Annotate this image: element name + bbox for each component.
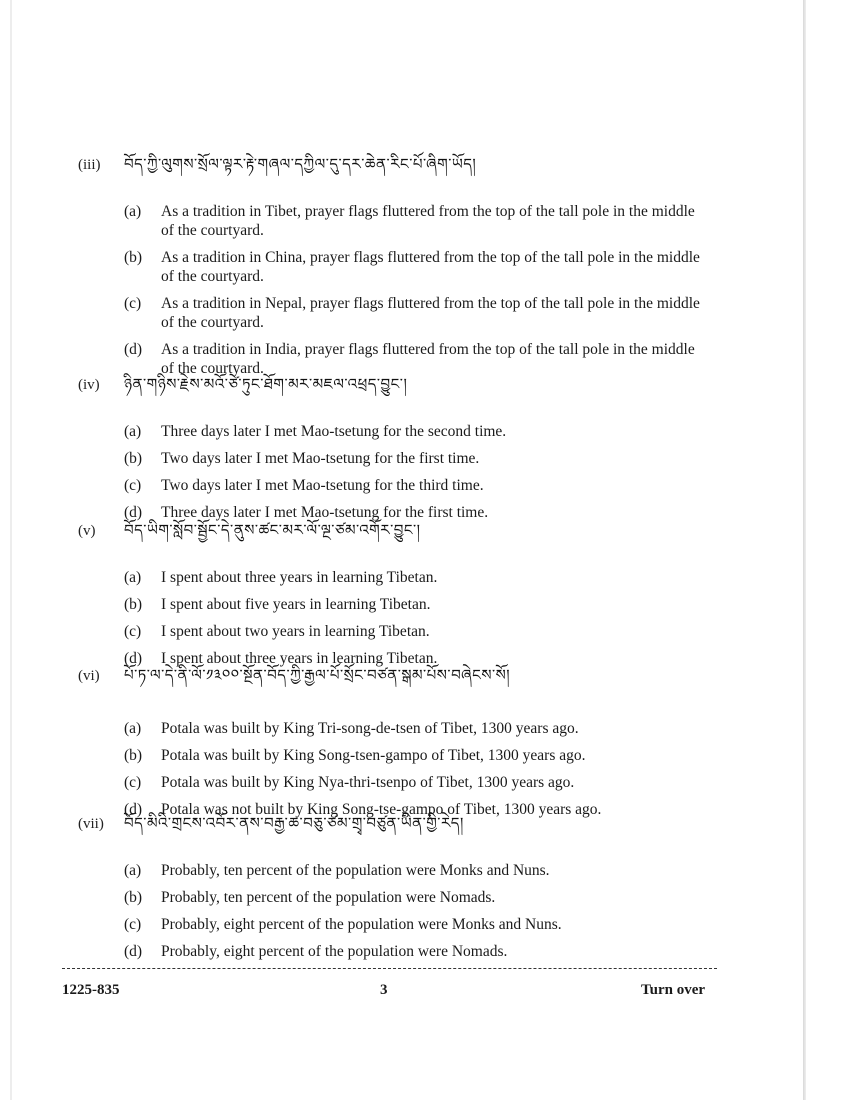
option-b xyxy=(124,595,738,614)
question-number: (v) xyxy=(78,523,96,539)
option-letter: (a) xyxy=(124,720,142,737)
option-text: Potala was not built by King Song-tse-gampo of Tibet, 1300 years ago. xyxy=(161,801,602,818)
option-letter: (c) xyxy=(124,774,142,791)
option-a xyxy=(124,861,738,880)
question-v xyxy=(78,514,738,668)
option-text: As a tradition in Nepal, prayer flags fluttered from the top of the tall pole in the middle of the courtyard. xyxy=(161,295,700,331)
option-letter: (a) xyxy=(124,423,142,440)
option-letter: (d) xyxy=(124,341,143,358)
paper-code: 1225-835 xyxy=(62,982,120,998)
option-letter: (b) xyxy=(124,249,143,266)
option-text: Potala was built by King Tri-song-de-tsen of Tibet, 1300 years ago. xyxy=(161,720,579,737)
option-c xyxy=(124,915,738,934)
option-letter: (a) xyxy=(124,569,142,586)
question-header xyxy=(78,659,738,701)
question-number: (vi) xyxy=(78,668,100,684)
option-c xyxy=(124,294,738,332)
option-b xyxy=(124,248,738,286)
option-text: Potala was built by King Nya-thri-tsenpo of Tibet, 1300 years ago. xyxy=(161,774,575,791)
question-tibetan-text: བོད་ཡིག་སློབ་སྦྱོང་དེ་ནུས་ཚང་མར་ལོ་ལྔ་ཙམ་འགོར་བྱུང་། xyxy=(124,521,421,539)
option-text: As a tradition in India, prayer flags fluttered from the top of the tall pole in the middle of the courtyard. xyxy=(161,341,695,377)
option-letter: (d) xyxy=(124,943,143,960)
option-b xyxy=(124,449,738,468)
option-c xyxy=(124,773,738,792)
option-a xyxy=(124,568,738,587)
option-letter: (c) xyxy=(124,916,142,933)
option-letter: (c) xyxy=(124,623,142,640)
option-text: I spent about three years in learning Tibetan. xyxy=(161,569,438,586)
option-b xyxy=(124,888,738,907)
option-letter: (c) xyxy=(124,477,142,494)
question-number: (vii) xyxy=(78,816,104,832)
option-b xyxy=(124,746,738,765)
question-vii xyxy=(78,807,738,961)
option-text: As a tradition in China, prayer flags fluttered from the top of the tall pole in the middle of the courtyard. xyxy=(161,249,700,285)
question-iii xyxy=(78,148,738,378)
option-a xyxy=(124,202,738,240)
option-letter: (b) xyxy=(124,450,143,467)
option-text: Three days later I met Mao-tsetung for the second time. xyxy=(161,423,507,440)
option-letter: (b) xyxy=(124,596,143,613)
option-text: Probably, ten percent of the population were Nomads. xyxy=(161,889,496,906)
option-d xyxy=(124,942,738,961)
option-text: As a tradition in Tibet, prayer flags fluttered from the top of the tall pole in the middle of the courtyard. xyxy=(161,203,695,239)
option-letter: (d) xyxy=(124,504,143,521)
option-letter: (d) xyxy=(124,650,143,667)
footer-divider xyxy=(62,968,717,969)
question-iv xyxy=(78,368,738,522)
option-text: Two days later I met Mao-tsetung for the third time. xyxy=(161,477,484,494)
option-letter: (c) xyxy=(124,295,142,312)
option-letter: (a) xyxy=(124,862,142,879)
option-letter: (b) xyxy=(124,747,143,764)
question-tibetan-text: པོ་ཏ་ལ་དེ་ནི་ལོ་༡༣༠༠་སྔོན་བོད་ཀྱི་རྒྱལ་པོ་སྲོང་བཙན་སྒམ་པོས་བཞེངས་སོ། xyxy=(124,666,511,684)
option-letter: (a) xyxy=(124,203,142,220)
option-letter: (d) xyxy=(124,801,143,818)
question-tibetan-text: ཉིན་གཉིས་རྗེས་མའོ་ཙེ་ཏུང་ཐོག་མར་མཇལ་འཕྲད་བྱུང་། xyxy=(124,375,408,393)
question-header xyxy=(78,807,738,849)
question-tibetan-text: བོད་མིའི་གྲངས་འབོར་ནས་བརྒྱ་ཆ་བཅུ་ཙམ་གྲྭ་བཙུན་ཡིན་གྱི་རེད། xyxy=(124,814,464,832)
question-header xyxy=(78,148,738,190)
turn-over-label: Turn over xyxy=(641,982,706,998)
option-text: Probably, eight percent of the population were Monks and Nuns. xyxy=(161,916,562,933)
question-header xyxy=(78,368,738,410)
option-text: I spent about three years in learning Tibetan. xyxy=(161,650,438,667)
question-number: (iv) xyxy=(78,377,100,393)
option-c xyxy=(124,476,738,495)
question-header xyxy=(78,514,738,556)
question-tibetan-text: བོད་ཀྱི་ལུགས་སྲོལ་ལྟར་རྟེ་གཞལ་དཀྱིལ་དུ་དར་ཆེན་རིང་པོ་ཞིག་ཡོད། xyxy=(124,155,477,173)
option-text: I spent about two years in learning Tibetan. xyxy=(161,623,430,640)
option-c xyxy=(124,622,738,641)
option-letter: (b) xyxy=(124,889,143,906)
option-text: Probably, ten percent of the population were Monks and Nuns. xyxy=(161,862,550,879)
page-number: 3 xyxy=(380,982,388,998)
option-text: Potala was built by King Song-tsen-gampo of Tibet, 1300 years ago. xyxy=(161,747,586,764)
option-text: I spent about five years in learning Tibetan. xyxy=(161,596,431,613)
option-text: Two days later I met Mao-tsetung for the first time. xyxy=(161,450,480,467)
option-text: Probably, eight percent of the population were Nomads. xyxy=(161,943,508,960)
option-text: Three days later I met Mao-tsetung for the first time. xyxy=(161,504,489,521)
question-number: (iii) xyxy=(78,157,101,173)
question-vi xyxy=(78,659,738,819)
option-a xyxy=(124,719,738,738)
option-a xyxy=(124,422,738,441)
